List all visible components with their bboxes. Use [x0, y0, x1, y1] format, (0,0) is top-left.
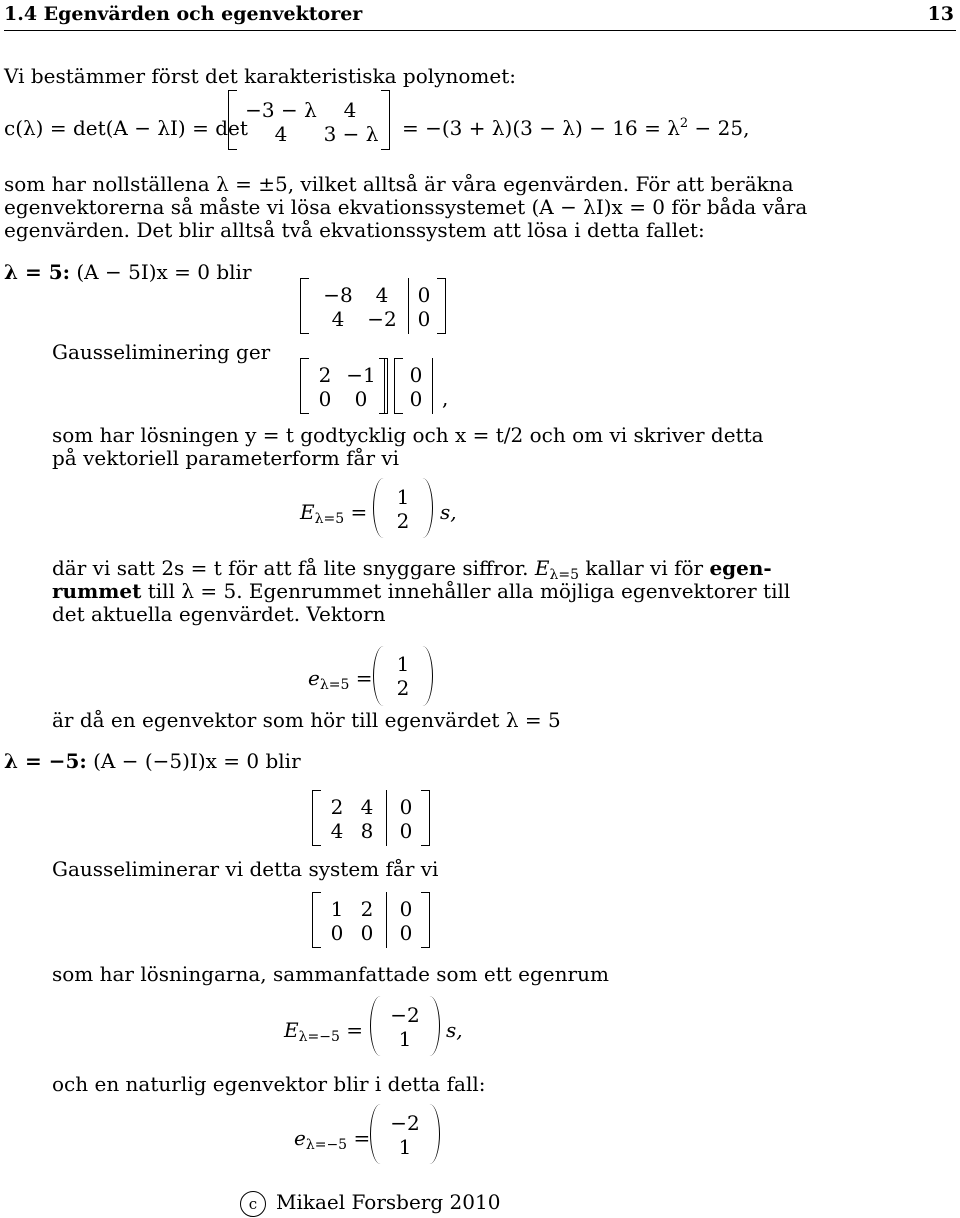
- matrix-cell: 4: [360, 795, 374, 819]
- matrix-cell: 4: [375, 283, 389, 307]
- para1-line3: egenvärden. Det blir alltså två ekvationssystem att lösa i detta fallet:: [4, 218, 705, 242]
- eigenspace-1-tail: s,: [440, 500, 457, 524]
- case2-solution: som har lösningarna, sammanfattade som ett egenrum: [52, 962, 609, 986]
- section-title: 1.4 Egenvärden och egenvektorer: [4, 3, 363, 25]
- vector-cell: 2: [396, 509, 410, 533]
- eigenvector-2-vector: [370, 1104, 440, 1164]
- matrix-cell: 0: [409, 363, 423, 387]
- matrix-cell: 0: [399, 819, 413, 843]
- case2-gauss-label: Gausseliminerar vi detta system får vi: [52, 857, 439, 881]
- vector-cell: −2: [390, 1111, 420, 1135]
- vector-cell: 1: [398, 1135, 412, 1159]
- matrix-cell: 2: [330, 795, 344, 819]
- matrix-cell: 0: [399, 897, 413, 921]
- matrix-cell: 0: [354, 387, 368, 411]
- matrix-cell: 2: [318, 363, 332, 387]
- eigenvector-1-vector: [373, 646, 433, 706]
- vector-cell: 1: [396, 485, 410, 509]
- eigenspace-2-tail: s,: [446, 1018, 463, 1042]
- matrix-cell: 0: [417, 307, 431, 331]
- case1-heading: λ = 5: (A − 5I)x = 0 blir: [4, 260, 252, 284]
- comma: ,: [442, 386, 449, 410]
- matrix-cell: −2: [367, 307, 397, 331]
- page-number: 13: [927, 3, 954, 25]
- header-rule: [4, 30, 956, 31]
- case1-gauss-label: Gausseliminering ger: [52, 340, 271, 364]
- matrix-cell: 0: [330, 921, 344, 945]
- case1-para2-line2: rummet till λ = 5. Egenrummet innehåller alla möjliga egenvektorer till: [52, 579, 791, 603]
- vector-cell: 1: [398, 1027, 412, 1051]
- para1-line2: egenvektorerna så måste vi lösa ekvationssystemet (A − λI)x = 0 för båda våra: [4, 195, 808, 219]
- matrix-cell: 0: [399, 795, 413, 819]
- eigenspace-2-label: $E_{\lambda=-5}$ =: [284, 1018, 363, 1045]
- copyright-icon: c: [240, 1191, 266, 1217]
- vector-cell: 2: [396, 676, 410, 700]
- matrix-cell: 0: [360, 921, 374, 945]
- case1-solution-line1: som har lösningen y = t godtycklig och x = t/2 och om vi skriver detta: [52, 423, 764, 447]
- case1-augmented-matrix: [300, 278, 446, 334]
- case1-para2-line1: där vi satt 2s = t för att få lite snyggare siffror. $E_{\lambda=5}$ kallar vi för egen-: [52, 556, 772, 583]
- case1-para2-line3: det aktuella egenvärdet. Vektorn: [52, 602, 386, 626]
- matrix-cell: 4: [331, 307, 345, 331]
- case2-heading: λ = −5: (A − (−5)I)x = 0 blir: [4, 749, 301, 773]
- matrix-cell: −1: [346, 363, 376, 387]
- eigenspace-2-vector: [370, 996, 440, 1056]
- eigenvector-2-label: $e_{\lambda=-5}$ =: [294, 1126, 371, 1153]
- case1-reduced-rhs: [394, 358, 434, 414]
- para1-line1: som har nollställena λ = ±5, vilket alltså är våra egenvärden. För att beräkna: [4, 172, 794, 196]
- charpoly-rhs: = $-(3 + \lambda)(3 - \lambda) - 16 = \lambda^2 - 25$,: [402, 116, 750, 140]
- footer-copyright: c Mikael Forsberg 2010: [240, 1190, 500, 1217]
- matrix-cell: 1: [330, 897, 344, 921]
- matrix-cell: 0: [417, 283, 431, 307]
- matrix-cell: 4: [343, 98, 357, 122]
- matrix-cell: 4: [330, 819, 344, 843]
- charpoly-lhs: c(λ) = det(A − λI) = det: [4, 116, 248, 140]
- matrix-cell: 8: [360, 819, 374, 843]
- eigenvector-1-label: $e_{\lambda=5}$ =: [308, 666, 373, 693]
- matrix-cell: 0: [399, 921, 413, 945]
- matrix-cell: −3 − λ: [245, 98, 317, 122]
- intro-text: Vi bestämmer först det karakteristiska polynomet:: [4, 64, 516, 88]
- matrix-cell: 0: [318, 387, 332, 411]
- case1-solution-line2: på vektoriell parameterform får vi: [52, 446, 400, 470]
- case1-reduced-coef: [300, 358, 388, 414]
- case1-tail: är då en egenvektor som hör till egenvärdet λ = 5: [52, 708, 561, 732]
- vector-cell: −2: [390, 1003, 420, 1027]
- charpoly-matrix: [228, 90, 390, 150]
- vector-cell: 1: [396, 652, 410, 676]
- matrix-cell: −8: [323, 283, 353, 307]
- case2-augmented-matrix: [312, 790, 430, 846]
- matrix-cell: 2: [360, 897, 374, 921]
- eigenspace-1-label: $E_{\lambda=5}$ =: [300, 500, 368, 527]
- matrix-cell: 3 − λ: [323, 122, 379, 146]
- matrix-cell: 0: [409, 387, 423, 411]
- matrix-cell: 4: [274, 122, 288, 146]
- case2-reduced-matrix: [312, 892, 430, 948]
- case2-natural: och en naturlig egenvektor blir i detta fall:: [52, 1072, 486, 1096]
- eigenspace-1-vector: [373, 478, 433, 538]
